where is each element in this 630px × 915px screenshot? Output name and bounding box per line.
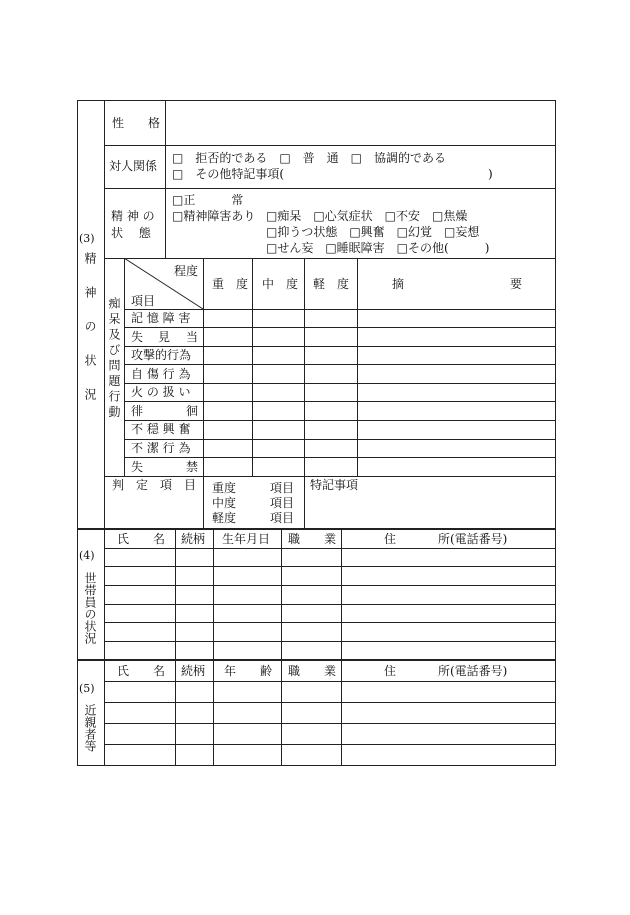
- s4-col-birth: 生年月日: [222, 532, 271, 546]
- frame-bottom: [77, 765, 556, 766]
- section-3-number: (3): [79, 232, 95, 245]
- degree-label: 程度: [174, 264, 199, 278]
- mental-label-2: 状 態: [111, 226, 151, 240]
- row-line: [124, 383, 556, 384]
- judgement-label: 判 定 項 目: [112, 478, 197, 492]
- section-5-number: (5): [79, 682, 95, 695]
- s4-col-address-b: 所(電話番号): [438, 532, 508, 546]
- section-4-number: (4): [79, 549, 95, 562]
- special-notes-label: 特記事項: [310, 478, 359, 492]
- personality-field[interactable]: [166, 101, 555, 145]
- col-medium-header: 中 度: [262, 277, 299, 291]
- frame-right: [555, 100, 556, 766]
- mental-options-3[interactable]: □せん妄 □睡眠障害 □その他( ): [266, 241, 490, 255]
- item-wandering-a: 徘: [131, 404, 144, 418]
- section-divider: [77, 659, 556, 661]
- col-line: [304, 258, 305, 529]
- col-line: [252, 258, 253, 477]
- s5-col-name-a: 氏: [117, 664, 130, 678]
- row-line: [124, 401, 556, 402]
- judge-heavy-label: 重度: [212, 481, 237, 495]
- personality-label: 性 格: [112, 116, 161, 130]
- mental-disorder-checkbox[interactable]: □精神障害あり: [172, 209, 256, 223]
- mental-label-1: 精 神 の: [111, 209, 155, 223]
- section-divider: [77, 528, 556, 530]
- row-line: [124, 346, 556, 347]
- mental-normal-checkbox[interactable]: □正 常: [172, 193, 244, 207]
- relations-other[interactable]: □ その他特記事項( ): [172, 167, 493, 181]
- section-3-title: 精神の状況: [83, 252, 97, 422]
- s4-col-name-b: 名: [153, 532, 166, 546]
- row-line: [104, 744, 556, 745]
- judge-heavy-unit: 項目: [270, 481, 295, 495]
- item-disorientation-a: 失: [131, 330, 144, 344]
- frame-left: [77, 100, 78, 766]
- item-self-harm: 自 傷 行 為: [131, 367, 191, 381]
- s5-col-address-b: 所(電話番号): [438, 664, 508, 678]
- item-wandering-c: 徊: [186, 404, 199, 418]
- col-light-header: 軽 度: [313, 277, 350, 291]
- item-memory: 記 憶 障 害: [131, 311, 191, 325]
- row-line: [124, 439, 556, 440]
- row-line: [104, 622, 556, 623]
- problem-behavior-group-label: 痴呆及び問題行動: [107, 297, 121, 421]
- item-agitation: 不 穏 興 奮: [131, 422, 191, 436]
- row-line: [124, 420, 556, 421]
- item-incontinence-c: 禁: [186, 460, 199, 474]
- row-line: [124, 364, 556, 365]
- row-line: [104, 702, 556, 703]
- section-4-title: 世帯員の状況: [83, 572, 97, 644]
- judge-medium-label: 中度: [212, 496, 237, 510]
- item-fire: 火 の 扱 い: [131, 385, 191, 399]
- row-line: [104, 641, 556, 642]
- s4-col-name-a: 氏: [117, 532, 130, 546]
- col-line: [341, 660, 342, 766]
- s4-col-job: 職 業: [288, 532, 337, 546]
- row-line: [104, 145, 556, 146]
- s5-col-name-b: 名: [153, 664, 166, 678]
- row-line: [104, 548, 556, 549]
- item-unclean: 不 潔 行 為: [131, 441, 191, 455]
- col-line: [357, 258, 358, 477]
- col-line: [281, 660, 282, 766]
- item-label: 項目: [131, 294, 156, 308]
- row-line: [124, 327, 556, 328]
- row-line: [104, 681, 556, 682]
- s5-col-relation: 続柄: [181, 664, 206, 678]
- row-line: [104, 604, 556, 605]
- col-line: [213, 529, 214, 660]
- col-line: [213, 660, 214, 766]
- row-line: [104, 585, 556, 586]
- col-summary-header-b: 要: [510, 277, 523, 291]
- row-line: [124, 457, 556, 458]
- mental-options-2[interactable]: □抑うつ状態 □興奮 □幻覚 □妄想: [266, 225, 480, 239]
- section-column-divider: [104, 100, 105, 766]
- s5-col-job: 職 業: [288, 664, 337, 678]
- col-line: [281, 529, 282, 660]
- item-incontinence-a: 失: [131, 460, 144, 474]
- col-line: [175, 660, 176, 766]
- col-line: [175, 529, 176, 660]
- judge-light-unit: 項目: [270, 511, 295, 525]
- section-5-title: 近親者等: [83, 704, 97, 752]
- relations-options[interactable]: □ 拒否的である □ 普 通 □ 協調的である: [172, 151, 447, 165]
- s5-col-age: 年 齢: [224, 664, 273, 678]
- relations-label: 対人関係: [109, 159, 158, 173]
- row-line: [104, 723, 556, 724]
- row-line: [104, 566, 556, 567]
- col-heavy-header: 重 度: [212, 277, 249, 291]
- s4-col-address-a: 住: [384, 532, 397, 546]
- col-summary-header-a: 摘: [392, 277, 405, 291]
- judge-medium-unit: 項目: [270, 496, 295, 510]
- s5-col-address-a: 住: [384, 664, 397, 678]
- s4-col-relation: 続柄: [181, 532, 206, 546]
- judge-light-label: 軽度: [212, 511, 237, 525]
- item-disorientation-c: 当: [186, 330, 199, 344]
- item-disorientation-b: 見: [158, 330, 171, 344]
- row-line: [104, 188, 556, 189]
- item-aggressive: 攻撃的行為: [131, 348, 192, 362]
- row-line: [104, 476, 556, 477]
- mental-options-1[interactable]: □痴呆 □心気症状 □不安 □焦燥: [266, 209, 468, 223]
- col-line: [341, 529, 342, 660]
